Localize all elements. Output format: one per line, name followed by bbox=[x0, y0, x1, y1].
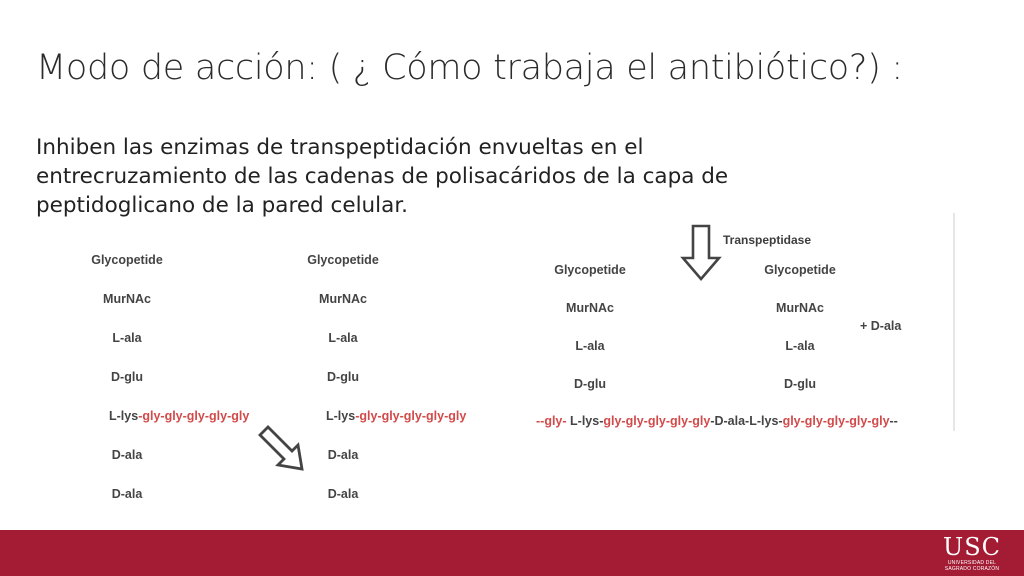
r2-d-glu: D-glu bbox=[784, 377, 816, 391]
university-logo bbox=[932, 534, 1012, 574]
chain-part-3: gly-gly-gly-gly-gly bbox=[603, 414, 711, 428]
l2-d-glu: D-glu bbox=[327, 370, 359, 384]
body-line-1: Inhiben las enzimas de transpeptidación envueltas en el bbox=[36, 135, 644, 160]
slide-title: Modo de acción: ( ¿ Cómo trabaja el antibiótico?) : bbox=[36, 48, 903, 88]
body-line-2: entrecruzamiento de las cadenas de polisacáridos de la capa de bbox=[36, 164, 729, 189]
l1-d-ala-1: D-ala bbox=[111, 448, 143, 462]
left-diagram bbox=[60, 240, 520, 510]
logo-sub-1: UNIVERSIDAD DEL bbox=[947, 560, 997, 566]
slide-body-text bbox=[36, 133, 836, 220]
l2-murnac: MurNAc bbox=[319, 292, 367, 306]
chain-part-2: L-lys- bbox=[566, 414, 604, 428]
chain-part-5: gly-gly-gly-gly-gly bbox=[782, 414, 890, 428]
enzyme-label: Transpeptidase bbox=[723, 233, 812, 247]
r1-d-glu: D-glu bbox=[574, 377, 606, 391]
body-line-3: peptidoglicano de la pared celular. bbox=[36, 193, 409, 218]
l2-d-ala-2: D-ala bbox=[327, 487, 359, 501]
r1-l-ala: L-ala bbox=[575, 339, 605, 353]
logo-mark: USC bbox=[942, 533, 1002, 561]
down-arrow-icon bbox=[680, 224, 722, 282]
r1-murnac: MurNAc bbox=[566, 301, 614, 315]
l1-d-glu: D-glu bbox=[111, 370, 143, 384]
l1-gly-chain: -gly-gly-gly-gly-gly bbox=[138, 409, 250, 423]
diagram-edge bbox=[953, 213, 955, 431]
r2-glycopetide: Glycopetide bbox=[764, 263, 836, 277]
chain-part-4: -D-ala-L-lys- bbox=[710, 414, 783, 428]
l2-lys-chain bbox=[326, 409, 466, 423]
l2-d-ala-1: D-ala bbox=[327, 448, 359, 462]
l2-l-ala: L-ala bbox=[328, 331, 358, 345]
logo-sub-2: SAGRADO CORAZÓN bbox=[944, 566, 1000, 572]
crosslinked-chain bbox=[536, 414, 898, 428]
l2-l-lys: L-lys bbox=[326, 409, 356, 423]
r2-murnac: MurNAc bbox=[776, 301, 824, 315]
l1-l-lys: L-lys bbox=[109, 409, 139, 423]
r1-glycopetide: Glycopetide bbox=[554, 263, 626, 277]
footer-bar bbox=[0, 530, 1024, 576]
l1-lys-chain bbox=[109, 409, 249, 423]
l1-glycopetide: Glycopetide bbox=[91, 253, 163, 267]
l1-d-ala-2: D-ala bbox=[111, 487, 143, 501]
r2-l-ala: L-ala bbox=[785, 339, 815, 353]
l2-gly-chain: -gly-gly-gly-gly-gly bbox=[355, 409, 467, 423]
diagonal-arrow-icon bbox=[256, 423, 312, 475]
chain-part-6: -- bbox=[889, 414, 898, 428]
plus-d-ala: + D-ala bbox=[860, 319, 902, 333]
l1-l-ala: L-ala bbox=[112, 331, 142, 345]
chain-part-1: --gly- bbox=[536, 414, 567, 428]
l1-murnac: MurNAc bbox=[103, 292, 151, 306]
l2-glycopetide: Glycopetide bbox=[307, 253, 379, 267]
right-diagram bbox=[530, 213, 955, 445]
